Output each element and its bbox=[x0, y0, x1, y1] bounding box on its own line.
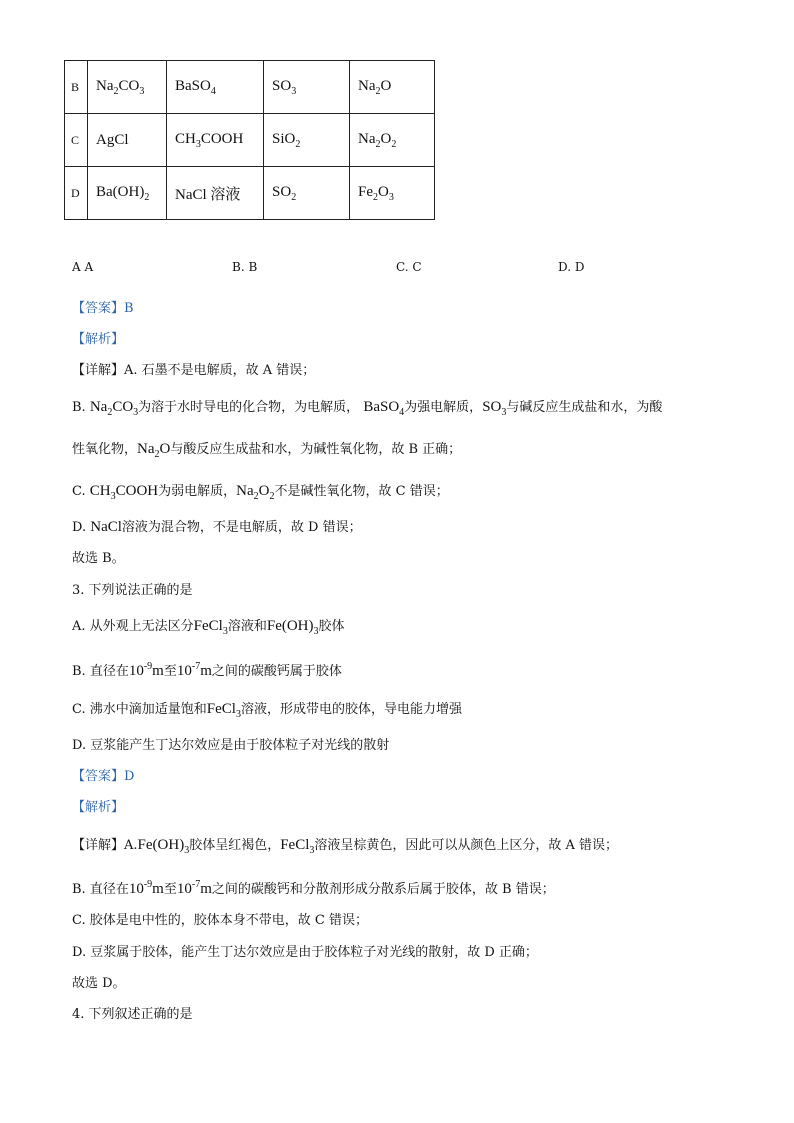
table-cell: $SO_3$ bbox=[264, 61, 350, 114]
q2-detail-b-line2: 性氧化物，$Na_2O$与酸反应生成盐和水，为碱性氧化物，故 B 正确； bbox=[72, 441, 462, 460]
q2-detail-b-line1: B. $Na_2CO_3$为溶于水时导电的化合物，为电解质， BaSO$_4$为强电解质，$SO_3$与碱反应生成盐和水，为酸 bbox=[72, 399, 663, 418]
row-label: C bbox=[65, 114, 88, 167]
q2-conclusion: 故选 B。 bbox=[72, 551, 125, 566]
q3-option-d: D. 豆浆能产生丁达尔效应是由于胶体粒子对光线的散射 bbox=[72, 738, 390, 753]
table-cell: $Ba(OH)_2$ bbox=[88, 167, 167, 220]
q2-answer-tag: 【答案】B bbox=[72, 301, 134, 316]
row-label: D bbox=[65, 167, 88, 220]
options-table bbox=[64, 60, 435, 220]
option-d: D. D bbox=[558, 260, 585, 274]
q3-answer-tag: 【答案】D bbox=[72, 769, 135, 784]
row-label: B bbox=[65, 61, 88, 114]
table-cell: $SO_2$ bbox=[264, 167, 350, 220]
formula: $Na_2O$ bbox=[137, 441, 171, 460]
formula: $Fe(OH)_3$ bbox=[137, 837, 190, 856]
q2-analysis-tag: 【解析】 bbox=[72, 332, 125, 347]
q3-detail-d: D. 豆浆属于胶体，能产生丁达尔效应是由于胶体粒子对光线的散射，故 D 正确； bbox=[72, 945, 538, 960]
formula: FeCl$_3$ bbox=[280, 837, 315, 856]
formula: $10^{-7}m$ bbox=[176, 879, 212, 897]
q3-detail-a: 【详解】$A.Fe(OH)_3$胶体呈红褐色，FeCl$_3$溶液呈棕黄色，因此可以从颜色上区分，故 A 错误； bbox=[72, 837, 619, 856]
q3-conclusion: 故选 D。 bbox=[72, 976, 126, 991]
table-row bbox=[65, 114, 435, 167]
formula: $Na_2O_2$ bbox=[236, 483, 275, 502]
formula: $10^{-9}m$ bbox=[128, 661, 164, 679]
option-c: C. C bbox=[396, 260, 422, 274]
table-cell: $Fe_2O_3$ bbox=[350, 167, 435, 220]
formula: $CH_3COOH$ bbox=[89, 483, 159, 502]
q3-option-b: B. 直径在$10^{-9}m$至$10^{-7}m$之间的碳酸钙属于胶体 bbox=[72, 661, 342, 679]
table-cell: NaCl 溶液 bbox=[167, 167, 264, 220]
table-cell: $Na_2CO_3$ bbox=[88, 61, 167, 114]
q3-analysis-tag: 【解析】 bbox=[72, 800, 125, 815]
q3-detail-b: B. 直径在$10^{-9}m$至$10^{-7}m$之间的碳酸钙和分散剂形成分散系后属于胶体，故 B 错误； bbox=[72, 879, 555, 897]
table-cell: AgCl bbox=[88, 114, 167, 167]
q3-option-c: C. 沸水中滴加适量饱和FeCl$_3$溶液，形成带电的胶体，导电能力增强 bbox=[72, 701, 462, 720]
formula: $10^{-9}m$ bbox=[128, 879, 164, 897]
q2-detail-c: C. $CH_3COOH$为弱电解质，$Na_2O_2$不是碱性氧化物，故 C 错误； bbox=[72, 483, 449, 502]
table-cell: SiO$_2$ bbox=[264, 114, 350, 167]
table-cell: BaSO$_4$ bbox=[167, 61, 264, 114]
q2-detail-d: D. NaCl溶液为混合物，不是电解质，故 D 错误； bbox=[72, 519, 362, 535]
formula: $10^{-7}m$ bbox=[176, 661, 212, 679]
formula: FeCl$_3$ bbox=[206, 701, 241, 720]
option-a: A A bbox=[72, 260, 94, 274]
q4-stem: 4. 下列叙述正确的是 bbox=[72, 1007, 193, 1022]
formula: BaSO$_4$ bbox=[363, 399, 405, 418]
q3-stem: 3. 下列说法正确的是 bbox=[72, 583, 193, 598]
q3-option-a: A. 从外观上无法区分FeCl$_3$溶液和$Fe(OH)_3$胶体 bbox=[72, 618, 345, 637]
q2-detail-a: 【详解】A. 石墨不是电解质，故 A 错误； bbox=[72, 363, 316, 378]
formula: $Fe(OH)_3$ bbox=[266, 618, 319, 637]
table-cell: $Na_2O_2$ bbox=[350, 114, 435, 167]
q3-detail-c: C. 胶体是电中性的，胶体本身不带电，故 C 错误； bbox=[72, 913, 368, 928]
option-b: B. B bbox=[232, 260, 258, 274]
table-row bbox=[65, 167, 435, 220]
formula: $SO_3$ bbox=[482, 399, 507, 418]
table-cell: $Na_2O$ bbox=[350, 61, 435, 114]
formula: $Na_2CO_3$ bbox=[89, 399, 139, 418]
table-cell: $CH_3COOH$ bbox=[167, 114, 264, 167]
table-row bbox=[65, 61, 435, 114]
formula: FeCl$_3$ bbox=[193, 618, 228, 637]
